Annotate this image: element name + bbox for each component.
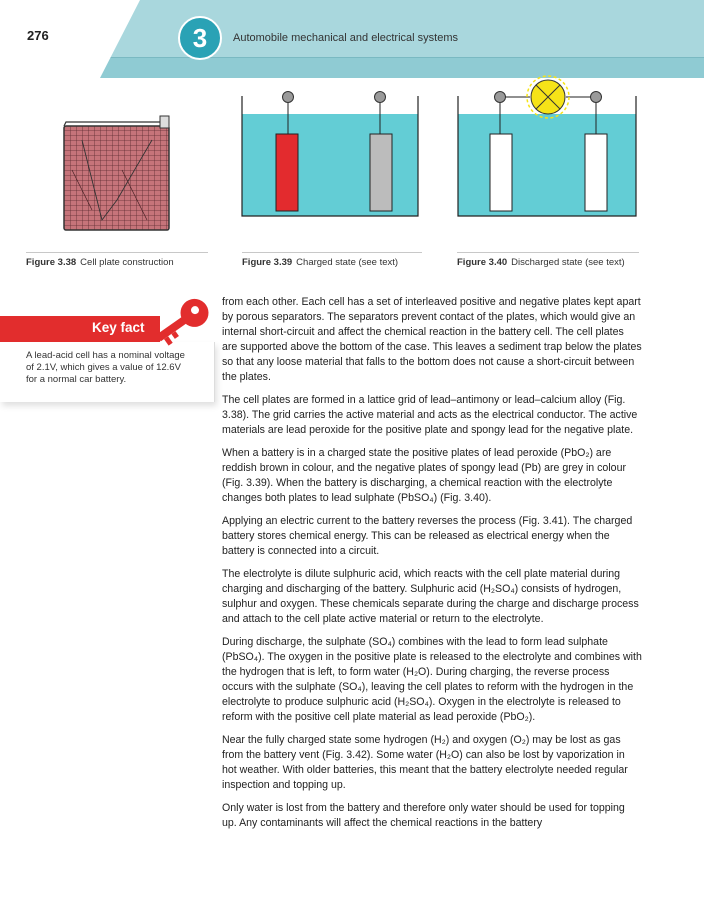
paragraph: When a battery is in a charged state the positive plates of lead peroxide (PbO₂) are reddish brown in colour, and the negative plates of spongy lead (Pb) are grey in colour (Fig. 3.39). When the battery is discharging, a chemical reaction with the electrolyte changes both plates to lead sulphate (PbSO₄) (Fig. 3.40). bbox=[222, 447, 626, 504]
paragraph: The electrolyte is dilute sulphuric acid, which reacts with the cell plate material during charging and discharging of the battery. Sulphuric acid (H₂SO₄) consists of hydrogen, sulphur and oxygen. These chemicals separate during the charge and discharge process and attach to the cell plate active material or return to the electrolyte. bbox=[222, 568, 639, 625]
figure-3-39-caption bbox=[242, 252, 422, 268]
caption-text: Cell plate construction bbox=[80, 257, 174, 268]
figure-3-40-caption bbox=[457, 252, 639, 268]
paragraph: from each other. Each cell has a set of interleaved positive and negative plates kept apart by porous separators. The separators prevent contact of the plates, which would give an internal short-circuit and affect the chemical reaction in the battery cell. The cell plates are supported above the bottom of the case. This leaves a sediment trap below the plates so that any loose material that falls to the bottom does not cause a short-circuit between the plates. bbox=[222, 296, 642, 383]
paragraph: Applying an electric current to the battery reverses the process (Fig. 3.41). The charged battery stores chemical energy. This can be released as electrical energy when the battery is connected into a circuit. bbox=[222, 515, 633, 557]
page-number: 276 bbox=[27, 28, 49, 43]
figure-3-38-plate-grid bbox=[52, 110, 182, 235]
caption-text: Discharged state (see text) bbox=[511, 257, 625, 268]
key-fact-text: A lead-acid cell has a nominal voltage of 2.1V, which gives a value of 12.6V for a normal car battery. bbox=[26, 350, 185, 385]
book-title: Automobile mechanical and electrical systems bbox=[233, 32, 458, 44]
caption-label: Figure 3.39 bbox=[242, 257, 293, 268]
paragraph: During discharge, the sulphate (SO₄) combines with the lead to form lead sulphate (PbSO₄). The oxygen in the positive plate is released to the electrolyte and combines with the hydrogen that is left, to form water (H₂O). During charging, the reverse process occurs with the sulphate (SO₄), leaving the cell plates to reform with the hydrogen in the electrolyte to produce sulphuric acid (H₂SO₄). Oxygen in the electrolyte is released to reform with the positive cell plate material as lead peroxide (PbO₂). bbox=[222, 636, 642, 723]
figure-3-38-caption bbox=[26, 252, 208, 268]
figure-3-39-charged-cell bbox=[238, 88, 422, 218]
key-icon bbox=[150, 292, 220, 352]
paragraph: Near the fully charged state some hydrogen (H₂) and oxygen (O₂) may be lost as gas from the battery vent (Fig. 3.42). Some water (H₂O) can also be lost by vaporization in hot weather. With older batteries, this meant that the battery electrolyte needed regular inspection and topping up. bbox=[222, 734, 628, 791]
paragraph: The cell plates are formed in a lattice grid of lead–antimony or lead–calcium alloy (Fig. 3.38). The grid carries the active material and acts as the electrical conductor. The active materials are lead peroxide for the positive plate and spongy lead for the negative plate. bbox=[222, 394, 638, 436]
caption-text: Charged state (see text) bbox=[296, 257, 399, 268]
key-fact-box bbox=[0, 310, 214, 394]
paragraph: Only water is lost from the battery and therefore only water should be used for topping up. Any contaminants will affect the chemical reactions in the battery bbox=[222, 802, 625, 829]
figure-3-40-discharged-cell bbox=[454, 72, 640, 218]
chapter-number-badge: 3 bbox=[178, 16, 222, 60]
key-fact-title: Key fact bbox=[92, 320, 145, 335]
caption-label: Figure 3.38 bbox=[26, 257, 77, 268]
body-text bbox=[222, 295, 642, 839]
caption-label: Figure 3.40 bbox=[457, 257, 508, 268]
